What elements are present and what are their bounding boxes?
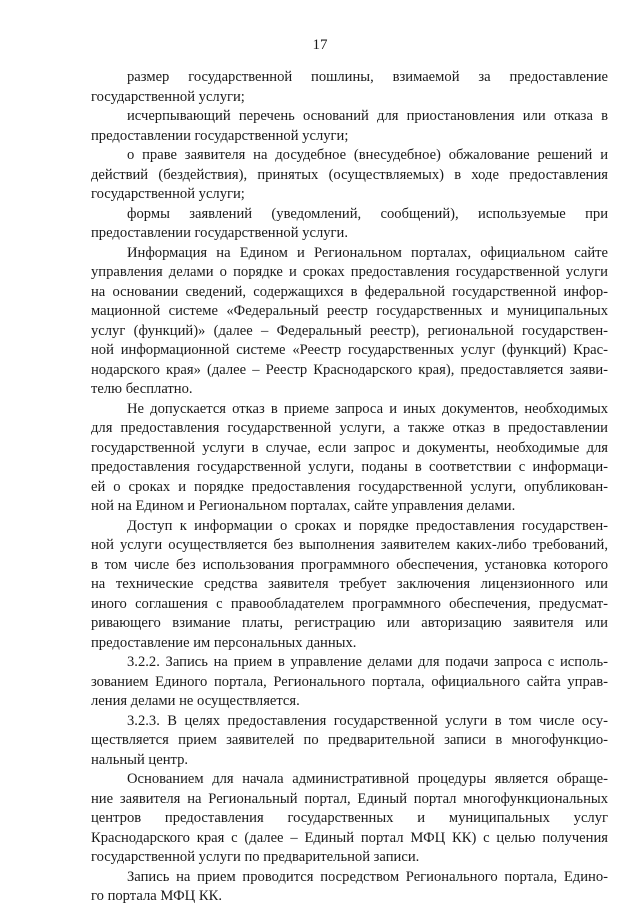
- body-text: [91, 68, 608, 907]
- text-line: мационной системе «Федеральный реестр государственных и муниципальных: [91, 303, 608, 319]
- text-line: исчерпывающий перечень оснований для приостановления или отказа в: [127, 108, 608, 124]
- text-line: предоставление им персональных данных.: [91, 634, 357, 651]
- text-line: Не допускается отказ в приеме запроса и иных документов, необходимых: [127, 400, 608, 417]
- text-line: Информация на Едином и Региональном порталах, официальном сайте: [127, 244, 608, 261]
- text-line: ной информационной системе «Реестр государственных услуг (функций) Крас-: [91, 342, 608, 358]
- text-line: действий (бездействия), принятых (осуществляемых) в ходе предоставления: [91, 166, 608, 183]
- page-number: 17: [312, 37, 328, 53]
- text-line: о праве заявителя на досудебное (внесудебное) обжалование решений и: [127, 147, 608, 163]
- text-line: телю бесплатно.: [91, 381, 193, 397]
- text-line: центров предоставления государственных и муниципальных услуг: [91, 810, 608, 826]
- text-line: ей о сроках и порядке предоставления государственной услуги, опубликован-: [91, 478, 608, 495]
- text-line: иного соглашения с правообладателем программного обеспечения, предусмат-: [91, 595, 608, 612]
- text-line: го портала МФЦ КК.: [91, 888, 222, 904]
- text-line: Краснодарского края с (далее – Единый портал МФЦ КК) с целью получения: [91, 829, 608, 846]
- text-line: в том числе без использования программного обеспечения, установка которого: [91, 556, 608, 573]
- text-line: формы заявлений (уведомлений, сообщений), используемые при: [127, 205, 608, 222]
- text-line: ной услуги осуществляется без выполнения заявителем каких-либо требований,: [91, 537, 608, 553]
- text-line: нальный центр.: [91, 751, 189, 768]
- text-line: ривающего взимание платы, регистрацию или авторизацию заявителя или: [91, 615, 608, 631]
- text-line: ной на Едином и Региональном порталах, сайте управления делами.: [91, 498, 516, 514]
- text-line: ления делами не осуществляется.: [91, 693, 300, 709]
- text-line: предоставлении государственной услуги;: [91, 127, 349, 144]
- text-line: государственной услуги по предварительной записи.: [91, 849, 420, 865]
- text-line: управления делами о порядке и сроках предоставления государственной услуги: [91, 264, 608, 280]
- text-line: предоставления государственной услуги, поданы в соответствии с информаци-: [91, 459, 608, 475]
- text-line: Доступ к информации о сроках и порядке предоставления государствен-: [127, 517, 608, 534]
- text-line: 3.2.2. Запись на прием в управление делами для подачи запроса с исполь-: [127, 654, 608, 670]
- text-line: 3.2.3. В целях предоставления государственной услуги в том числе осу-: [127, 712, 608, 729]
- text-line: Основанием для начала административной процедуры является обраще-: [127, 771, 608, 787]
- text-line: нодарского края» (далее – Реестр Краснодарского края), предоставляется заяви-: [91, 361, 608, 378]
- text-line: Запись на прием проводится посредством Регионального портала, Едино-: [127, 868, 608, 885]
- text-line: услуг (функций)» (далее – Федеральный реестр), региональной государствен-: [91, 322, 608, 339]
- text-line: зованием Единого портала, Регионального портала, официального сайта управ-: [91, 673, 608, 690]
- text-line: для предоставления государственной услуги, а также отказ в предоставлении: [91, 420, 608, 436]
- text-line: на технические средства заявителя требует заключения лицензионного или: [91, 576, 608, 592]
- text-line: государственной услуги в случае, если запрос и документы, необходимые для: [91, 439, 608, 456]
- text-line: на основании сведений, содержащихся в федеральной государственной инфор-: [91, 283, 608, 300]
- text-line: ществляется прием заявителей по предварительной записи в многофункцио-: [91, 732, 608, 748]
- text-line: ние заявителя на Региональный портал, Единый портал многофункциональных: [91, 790, 608, 807]
- text-line: размер государственной пошлины, взимаемой за предоставление: [127, 69, 608, 85]
- text-line: государственной услуги;: [91, 186, 245, 202]
- text-line: предоставлении государственной услуги.: [91, 225, 348, 241]
- text-line: государственной услуги;: [91, 88, 245, 105]
